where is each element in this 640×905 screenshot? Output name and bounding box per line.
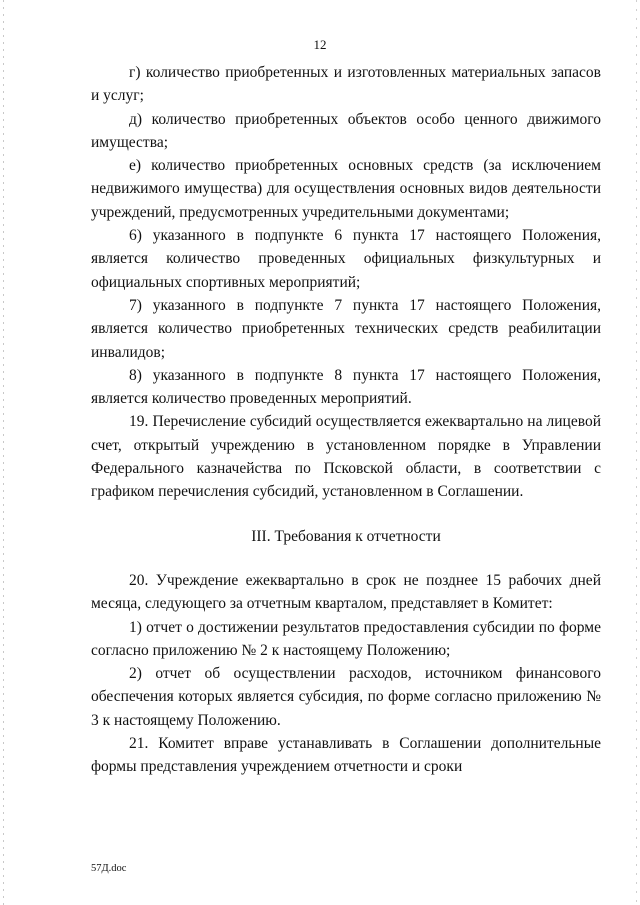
- paragraph-20-2: 2) отчет об осуществлении расходов, источником финансового обеспечения которых является субсидия, по форме согласно приложению № 3 к настоящему Положению.: [91, 665, 601, 729]
- paragraph-21: 21. Комитет вправе устанавливать в Соглашении дополнительные формы представления учреждением отчетности и сроки: [91, 735, 601, 776]
- body-text: [91, 61, 601, 779]
- paragraph-20: 20. Учреждение ежеквартально в срок не позднее 15 рабочих дней месяца, следующего за отчетным кварталом, представляет в Комитет:: [91, 571, 601, 613]
- paragraph-20-1: 1) отчет о достижении результатов предоставления субсидии по форме согласно приложению № 2 к настоящему Положению;: [91, 618, 601, 659]
- paragraph-19: 19. Перечисление субсидий осуществляется ежеквартально на лицевой счет, открытый учреждению в установленном порядке в Управлении Федерального казначейства по Псковской области, в соответствии с графиком перечисления субсидий, установленном в Соглашении.: [91, 413, 601, 501]
- paragraph-e: е) количество приобретенных основных средств (за исключением недвижимого имущества) для осуществления основных видов деятельности учреждений, предусмотренных учредительными документами;: [91, 157, 601, 221]
- paragraph-8: 8) указанного в подпункте 8 пункта 17 настоящего Положения, является количество проведенных мероприятий.: [91, 366, 601, 408]
- page-number: 12: [313, 37, 327, 52]
- paragraph-7: 7) указанного в подпункте 7 пункта 17 настоящего Положения, является количество приобретенных технических средств реабилитации инвалидов;: [91, 296, 601, 361]
- paragraph-6: 6) указанного в подпункте 6 пункта 17 настоящего Положения, является количество проведенных официальных физкультурных и официальных спортивных мероприятий;: [91, 227, 601, 291]
- spacer: [91, 548, 601, 569]
- paragraph-d: д) количество приобретенных объектов особо ценного движимого имущества;: [91, 110, 601, 151]
- scan-edge-right: [636, 0, 637, 905]
- spacer: [91, 504, 601, 525]
- scan-edge-left: [3, 0, 4, 905]
- paragraph-g: г) количество приобретенных и изготовленных материальных запасов и услуг;: [91, 64, 601, 105]
- footer-filename: 57Д.doc: [91, 863, 127, 874]
- section-heading: III. Требования к отчетности: [251, 527, 441, 545]
